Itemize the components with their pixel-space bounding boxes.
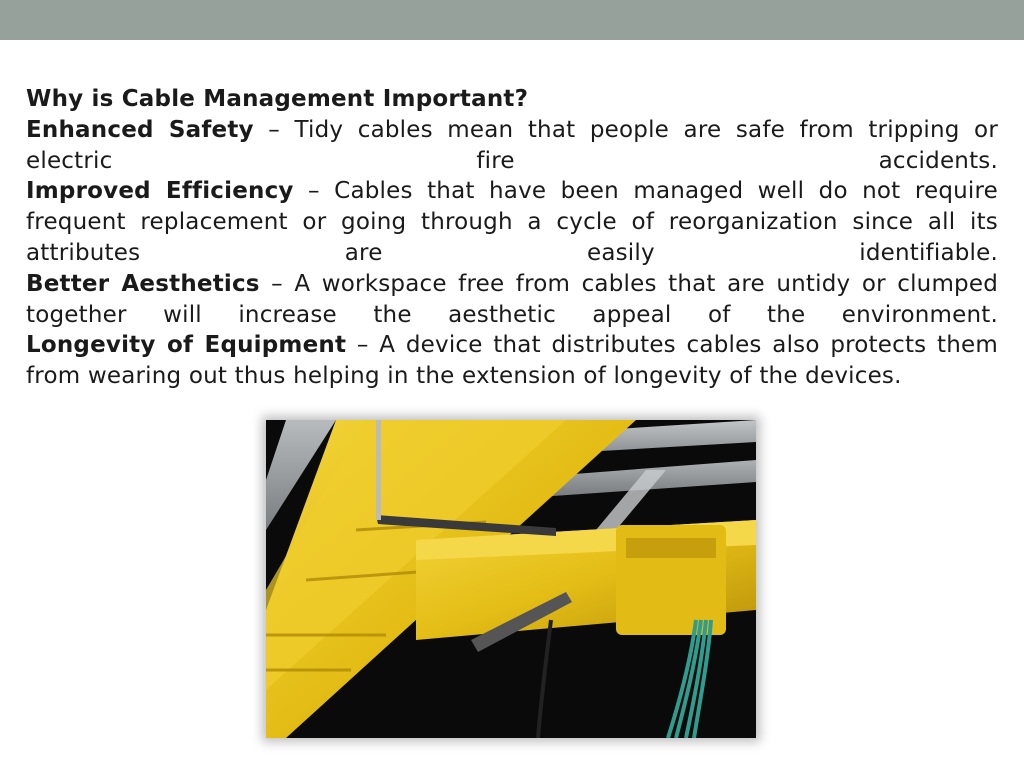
- point-improved-efficiency: [26, 176, 998, 268]
- slide-heading: Why is Cable Management Important?: [26, 86, 529, 112]
- point-longevity: [26, 330, 998, 392]
- cable-tray-photo: [266, 420, 756, 738]
- point-text: – A device that distributes cables also protects them from wearing out thus helping in the extension of longevity of the devices.: [26, 332, 998, 390]
- point-term: Longevity of Equipment: [26, 332, 347, 359]
- header-bar: [0, 0, 1024, 40]
- point-enhanced-safety: [26, 115, 998, 177]
- point-text: – Tidy cables mean that people are safe from tripping or electric fire accidents.: [26, 116, 998, 174]
- slide-body: [26, 84, 998, 392]
- point-better-aesthetics: [26, 269, 998, 331]
- point-term: Enhanced Safety: [26, 116, 254, 143]
- point-term: Improved Efficiency: [26, 178, 294, 205]
- point-text: – A workspace free from cables that are untidy or clumped together will increase the aesthetic appeal of the environment.: [26, 270, 998, 328]
- point-text: – Cables that have been managed well do not require frequent replacement or going through a cycle of reorganization since all its attributes are easily identifiable.: [26, 178, 998, 266]
- point-term: Better Aesthetics: [26, 270, 260, 297]
